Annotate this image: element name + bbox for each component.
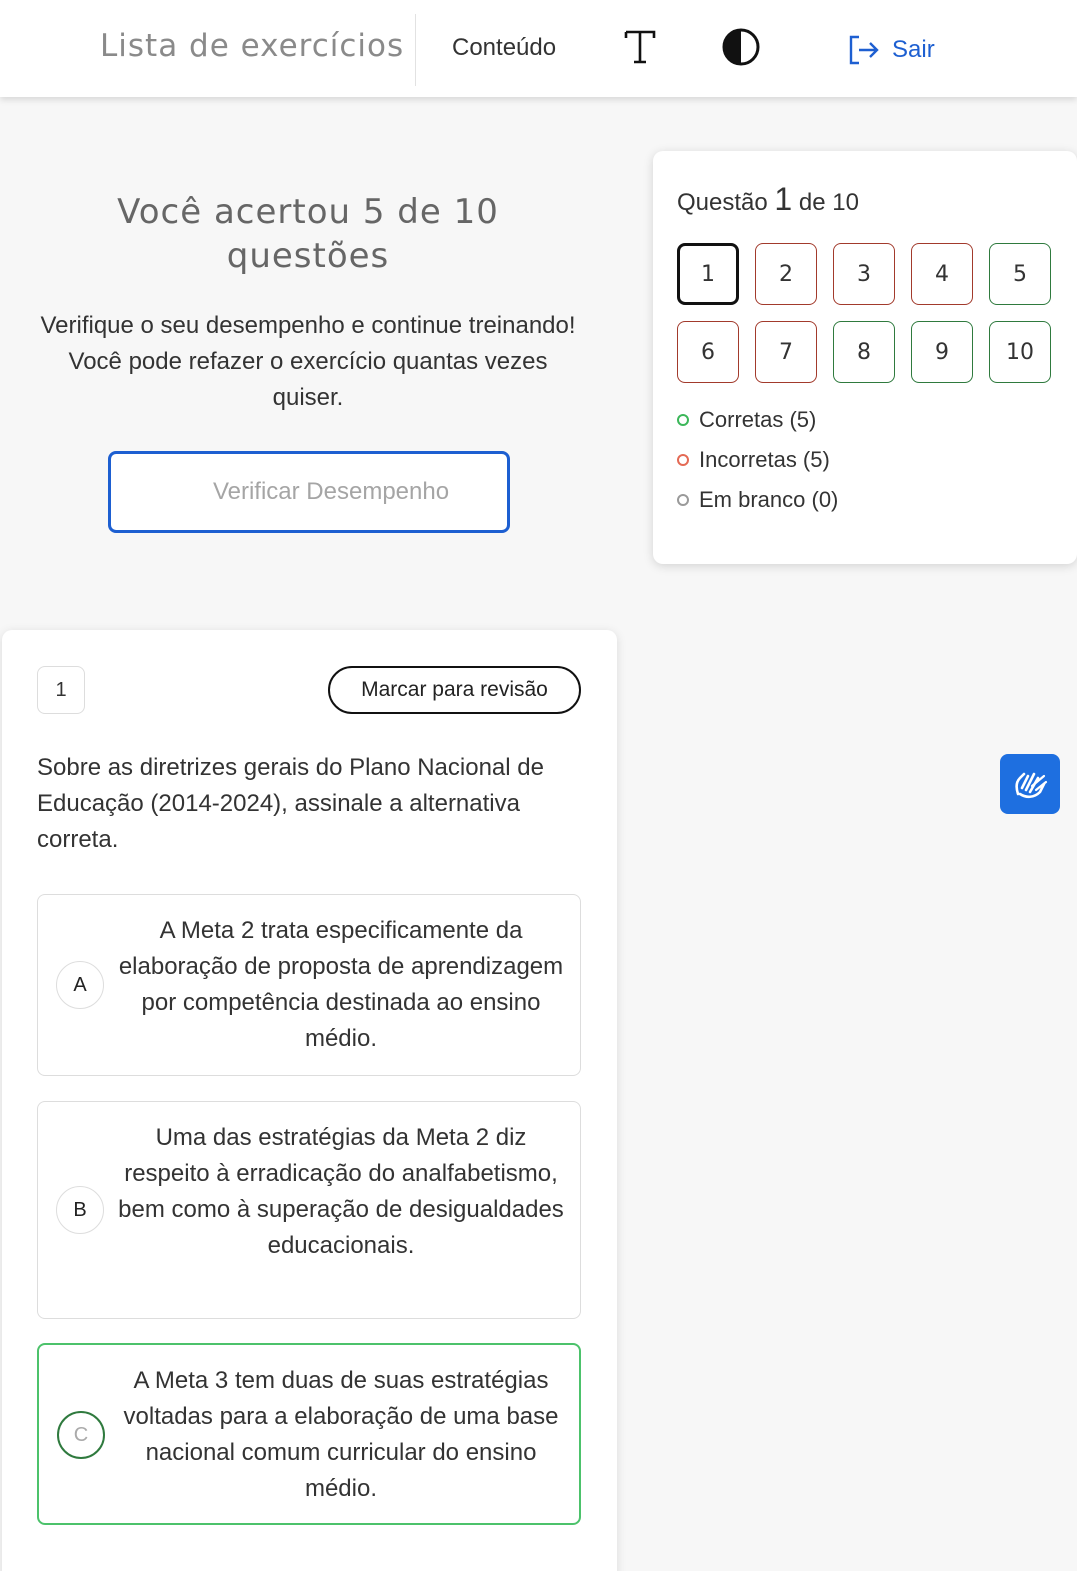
- result-headline: Você acertou 5 de 10 questões: [117, 192, 499, 276]
- status-dot-icon: [677, 494, 689, 506]
- question-text: Sobre as diretrizes gerais do Plano Nacional de Educação (2014-2024), assinale a alternativa correta.: [37, 754, 544, 853]
- question-number: 1: [37, 666, 85, 714]
- question-nav-button[interactable]: 6: [677, 321, 739, 383]
- option-letter: A: [56, 961, 104, 1009]
- question-position-prefix: Questão: [677, 189, 768, 216]
- question-position-current: 1: [774, 181, 793, 217]
- question-nav-button[interactable]: 10: [989, 321, 1051, 383]
- result-subtext: Verifique o seu desempenho e continue treinando! Você pode refazer o exercício quantas vezes quiser.: [40, 312, 576, 411]
- option-b[interactable]: [37, 1101, 581, 1319]
- sign-language-icon: [1010, 764, 1050, 804]
- status-dot-icon: [677, 454, 689, 466]
- legend-item: [677, 447, 838, 473]
- legend-label: Em branco (0): [699, 487, 839, 512]
- header-divider: [415, 14, 416, 86]
- question-navigator: [653, 151, 1077, 564]
- question-nav-button[interactable]: 5: [989, 243, 1051, 305]
- result-summary: [40, 190, 576, 416]
- mark-for-review-button[interactable]: Marcar para revisão: [328, 666, 581, 714]
- option-letter: B: [56, 1186, 104, 1234]
- legend-label: Incorretas (5): [699, 447, 830, 472]
- question-nav-button[interactable]: 7: [755, 321, 817, 383]
- question-position: [677, 181, 859, 218]
- page-title: Lista de exercícios: [100, 28, 405, 64]
- legend-item: [677, 407, 838, 433]
- option-letter: C: [57, 1411, 105, 1459]
- option-text: A Meta 2 trata especificamente da elaboração de proposta de aprendizagem por competência destinada ao ensino médio.: [118, 917, 564, 1052]
- font-size-icon[interactable]: [620, 24, 660, 70]
- option-text: Uma das estratégias da Meta 2 diz respeito à erradicação do analfabetismo, bem como à superação de desigualdades educacionais.: [118, 1124, 564, 1259]
- question-position-suffix: de 10: [798, 189, 859, 216]
- content-link[interactable]: Conteúdo: [452, 34, 557, 61]
- logout-icon: [846, 33, 880, 67]
- option-a[interactable]: [37, 894, 581, 1076]
- question-nav-button[interactable]: 4: [911, 243, 973, 305]
- question-nav-button[interactable]: 3: [833, 243, 895, 305]
- logout-button[interactable]: [846, 30, 935, 70]
- option-text: A Meta 3 tem duas de suas estratégias voltadas para a elaboração de uma base nacional comum curricular do ensino médio.: [123, 1367, 559, 1502]
- status-dot-icon: [677, 414, 689, 426]
- logout-label: Sair: [892, 36, 935, 63]
- legend-label: Corretas (5): [699, 407, 817, 432]
- contrast-icon[interactable]: [720, 26, 762, 68]
- question-nav-button[interactable]: 1: [677, 243, 739, 305]
- option-c[interactable]: [37, 1343, 581, 1525]
- status-legend: [677, 407, 838, 527]
- verify-performance-button[interactable]: Verificar Desempenho: [108, 451, 510, 533]
- question-nav-button[interactable]: 9: [911, 321, 973, 383]
- legend-item: [677, 487, 838, 513]
- question-nav-button[interactable]: 2: [755, 243, 817, 305]
- top-header: [0, 0, 1077, 97]
- question-grid: [677, 243, 1051, 383]
- sign-language-button[interactable]: [1000, 754, 1060, 814]
- question-card: [2, 630, 617, 1571]
- question-nav-button[interactable]: 8: [833, 321, 895, 383]
